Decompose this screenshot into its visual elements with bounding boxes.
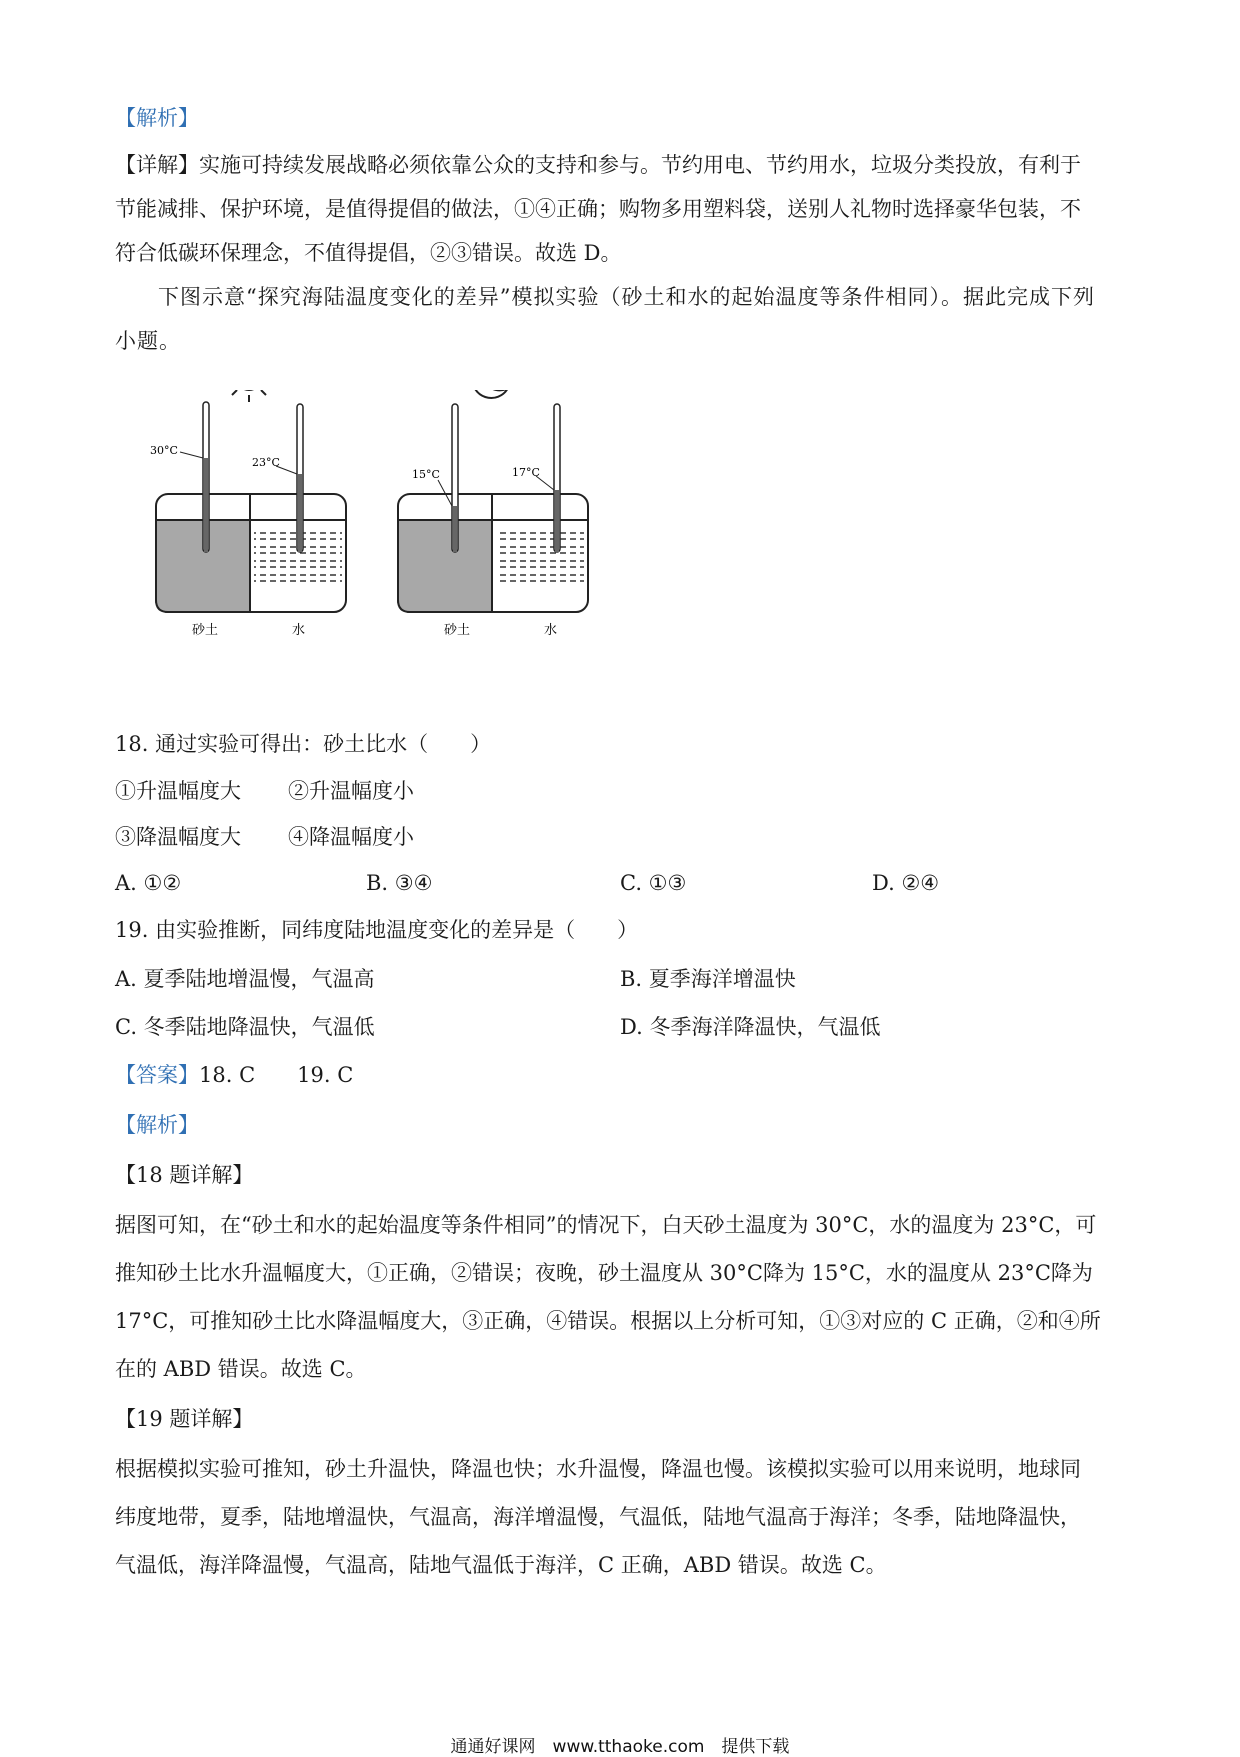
q19-detail-heading: 【19 题详解】 (115, 1407, 254, 1431)
detail-line-1 (115, 150, 1081, 180)
moon-icon (472, 390, 508, 398)
q19-detail-line-3: 气温低，海洋降温慢，气温高，陆地气温低于海洋，C 正确，ABD 错误。故选 C。 (115, 1553, 887, 1577)
answer-line (115, 1060, 353, 1090)
q18-statement-1: ①升温幅度大 (115, 779, 241, 803)
q18-detail-heading: 【18 题详解】 (115, 1163, 254, 1187)
q18-statement-2: ②升温幅度小 (288, 779, 414, 803)
page-footer: 通通好课网 www.tthaoke.com 提供下载 (450, 1737, 790, 1757)
q18-statement-3: ③降温幅度大 (115, 825, 241, 849)
q19-option-a: A. 夏季陆地增温慢，气温高 (115, 967, 375, 991)
q19-option-c: C. 冬季陆地降温快，气温低 (115, 1015, 375, 1039)
night-sand-temp: 15°C (412, 468, 440, 481)
intro-line-1: 下图示意“探究海陆温度变化的差异”模拟实验（砂土和水的起始温度等条件相同）。据此完成下列 (158, 285, 1095, 309)
answer-text: 18. C 19. C (199, 1063, 354, 1087)
analysis-tag: 【解析】 (115, 106, 199, 130)
day-water-label: 水 (292, 623, 306, 638)
q18-detail-line-4: 在的 ABD 错误。故选 C。 (115, 1357, 367, 1381)
night-water-temp: 17°C (512, 466, 540, 479)
q19-option-b: B. 夏季海洋增温快 (620, 967, 796, 991)
q18-detail-line-3: 17°C，可推知砂土比水降温幅度大，③正确，④错误。根据以上分析可知，①③对应的 C 正确，②和④所 (115, 1309, 1101, 1333)
day-sand-temp: 30°C (150, 444, 178, 457)
day-water-temp: 23°C (252, 456, 280, 469)
analysis-tag-2: 【解析】 (115, 1113, 199, 1137)
night-sand-label: 砂土 (444, 623, 471, 638)
q19-detail-line-1: 根据模拟实验可推知，砂土升温快，降温也快；水升温慢，降温也慢。该模拟实验可以用来说明，地球同 (115, 1457, 1081, 1481)
day-sand-label: 砂土 (192, 623, 219, 638)
night-water (496, 528, 584, 556)
detail-tag: 【详解】 (115, 153, 199, 177)
q18-detail-line-1: 据图可知，在“砂土和水的起始温度等条件相同”的情况下，白天砂土温度为 30°C，水的温度为 23°C，可 (115, 1213, 1097, 1237)
detail-line-3: 符合低碳环保理念，不值得提倡，②③错误。故选 D。 (115, 241, 622, 265)
q18-option-a: A. ①② (115, 871, 182, 895)
detail-text-1: 实施可持续发展战略必须依靠公众的支持和参与。节约用电、节约用水，垃圾分类投放，有利于 (199, 153, 1081, 177)
q18-statement-4: ④降温幅度小 (288, 825, 414, 849)
q19-option-d: D. 冬季海洋降温快，气温低 (620, 1015, 881, 1039)
intro-line-2: 小题。 (115, 329, 181, 353)
q18-stem: 18. 通过实验可得出：砂土比水（ ） (115, 732, 492, 756)
q18-option-b: B. ③④ (366, 871, 433, 895)
day-experiment (150, 402, 346, 638)
night-sand (398, 520, 492, 612)
sun-icon (225, 390, 273, 402)
q18-option-d: D. ②④ (872, 871, 940, 895)
night-experiment (398, 404, 588, 638)
q19-stem: 19. 由实验推断，同纬度陆地温度变化的差异是（ ） (115, 918, 639, 942)
q18-detail-line-2: 推知砂土比水升温幅度大，①正确，②错误；夜晚，砂土温度从 30°C降为 15°C，水的温度从 23°C降为 (115, 1261, 1093, 1285)
q19-detail-line-2: 纬度地带，夏季，陆地增温快，气温高，海洋增温慢，气温低，陆地气温高于海洋；冬季，陆地降温快， (115, 1505, 1081, 1529)
experiment-figure (150, 390, 610, 640)
detail-line-2: 节能减排、保护环境，是值得提倡的做法，①④正确；购物多用塑料袋，送别人礼物时选择豪华包装，不 (115, 197, 1081, 221)
answer-tag: 【答案】 (115, 1063, 199, 1087)
q18-option-c: C. ①③ (620, 871, 687, 895)
night-water-label: 水 (544, 623, 558, 638)
